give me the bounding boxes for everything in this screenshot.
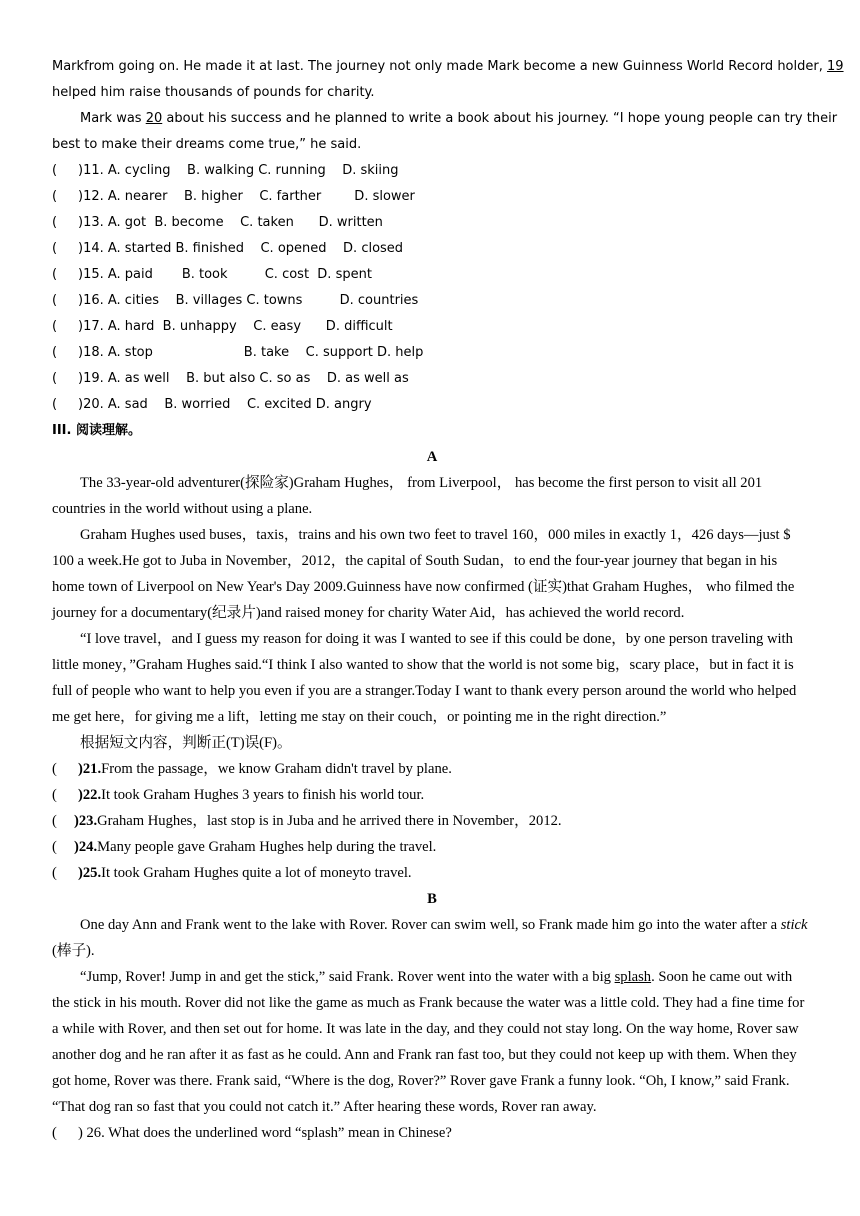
cloze-line-1 — [52, 54, 844, 80]
question-text: )16. A. cities B. villages C. towns D. countries — [78, 293, 419, 308]
passage-text: (棒子). — [52, 943, 95, 959]
question-text: It took Graham Hughes quite a lot of moneyto travel. — [101, 865, 412, 881]
cloze-line-4: best to make their dreams come true,” he said. — [52, 137, 362, 152]
passage-text: . Soon he came out with the stick in his mouth. Rover did not like the game as much as Frank because the water was a little cold. They had a fine time for a while with Rover, and then set out for home. It was late in the day, and they could not stay long. On the way home, Rover saw another dog and he ran after it as fast as he could. Ann and Frank ran fast too, but they could not keep up with them. When they got home, Rover was there. Frank said, “Where is the dog, Rover?” Rover gave Frank a funny look. “Oh, I know,” said Frank. “That dog ran so fast that you could not catch it.” After hearing these words, Rover ran away. — [52, 969, 805, 1115]
answer-bracket[interactable]: ( — [52, 163, 58, 178]
cloze-line-2: helped him raise thousands of pounds for charity. — [52, 85, 375, 100]
question-text: ) 26. What does the underlined word “splash” mean in Chinese? — [78, 1125, 452, 1141]
question-text: Many people gave Graham Hughes help during the travel. — [97, 839, 437, 855]
question-text: )17. A. hard B. unhappy C. easy D. difficult — [78, 319, 393, 334]
answer-bracket[interactable]: ( — [52, 241, 58, 256]
question-text: From the passage，we know Graham didn't travel by plane. — [101, 761, 452, 777]
passage-paragraph — [52, 912, 812, 964]
question-text: It took Graham Hughes 3 years to finish his world tour. — [101, 787, 425, 803]
mc-question — [52, 1120, 812, 1146]
question-text: )11. A. cycling B. walking C. running D. skiing — [78, 163, 399, 178]
answer-bracket[interactable]: ( — [52, 189, 58, 204]
answer-bracket[interactable]: ( — [52, 267, 58, 282]
answer-bracket[interactable]: ( — [52, 319, 58, 334]
passage-paragraph: Graham Hughes used buses，taxis，trains and his own two feet to travel 160，000 miles in exactly 1，426 days—just $ 100 a week.He got to Juba in November，2012，the capital of South Sudan，to end the four-year journey that began in his home town of Liverpool on New Year's Day 2009.Guinness have now confirmed (证实)that Graham Hughes， who filmed the journey for a documentary(纪录片)and raised money for charity Water Aid，has achieved the world record. — [52, 527, 795, 621]
question-text: )13. A. got B. become C. taken D. written — [78, 215, 383, 230]
answer-bracket[interactable]: ( — [52, 865, 57, 881]
underlined-word: splash — [614, 969, 652, 985]
blank-20: 20 — [145, 111, 163, 126]
question-text: )20. A. sad B. worried C. excited D. angry — [78, 397, 372, 412]
passage-label: A — [426, 449, 438, 465]
instruction: 根据短文内容，判断正(T)误(F)。 — [80, 735, 292, 751]
cloze-question — [52, 158, 812, 184]
answer-bracket[interactable]: ( — [52, 293, 58, 308]
answer-bracket[interactable]: ( — [52, 397, 58, 412]
cloze-question — [52, 184, 812, 210]
passage-text: One day Ann and Frank went to the lake with Rover. Rover can swim well, so Frank made him go into the water after a — [80, 917, 778, 933]
tf-question — [52, 834, 812, 860]
answer-bracket[interactable]: ( — [52, 345, 58, 360]
cloze-question — [52, 340, 812, 366]
section-heading: III. 阅读理解。 — [52, 423, 141, 438]
cloze-question — [52, 288, 812, 314]
answer-bracket[interactable]: ( — [52, 215, 58, 230]
answer-bracket[interactable]: ( — [52, 813, 57, 829]
passage-text: “Jump, Rover! Jump in and get the stick,” said Frank. Rover went into the water with a big — [80, 969, 615, 985]
tf-question — [52, 756, 812, 782]
cloze-text: about his success and he planned to write a book about — [166, 111, 531, 126]
exam-page — [52, 54, 844, 1146]
question-number: )21. — [78, 761, 102, 777]
cloze-line-3 — [52, 106, 838, 132]
question-text: )12. A. nearer B. higher C. farther D. slower — [78, 189, 415, 204]
passage-b — [52, 886, 812, 1146]
question-number: )23. — [74, 813, 98, 829]
passage-paragraph: The 33-year-old adventurer(探险家)Graham Hughes， from Liverpool， has become the first person to visit all 201 countries in the world without using a plane. — [52, 475, 763, 517]
answer-bracket[interactable]: ( — [52, 371, 58, 386]
tf-question — [52, 808, 812, 834]
question-number: )22. — [78, 787, 102, 803]
cloze-text: Markfrom going on. He made it at last. The journey not only made Mark become a new Guinness World Record holder, — [52, 59, 823, 74]
cloze-question — [52, 392, 812, 418]
question-text: )19. A. as well B. but also C. so as D. as well as — [78, 371, 409, 386]
passage-paragraph — [52, 964, 812, 1120]
cloze-passage — [52, 54, 844, 158]
cloze-question — [52, 236, 812, 262]
cloze-question — [52, 262, 812, 288]
question-number: )25. — [78, 865, 102, 881]
question-number: )24. — [74, 839, 98, 855]
italic-word: stick — [780, 917, 808, 933]
tf-question — [52, 860, 812, 886]
answer-bracket[interactable]: ( — [52, 839, 57, 855]
cloze-question — [52, 210, 812, 236]
question-text: )14. A. started B. finished C. opened D. closed — [78, 241, 404, 256]
cloze-text: his journey. “I hope young people can try their — [535, 111, 838, 126]
passage-label: B — [427, 891, 437, 907]
tf-question — [52, 782, 812, 808]
cloze-question — [52, 314, 812, 340]
cloze-question-list — [52, 158, 812, 418]
answer-bracket[interactable]: ( — [52, 1125, 57, 1141]
answer-bracket[interactable]: ( — [52, 761, 57, 777]
passage-paragraph: “I love travel，and I guess my reason for doing it was I wanted to see if this could be done，by one person traveling with little money，”Graham Hughes said.“I think I also wanted to show that the world is not some big，scary place，but in fact it is full of people who want to help you even if you are a stranger.Today I want to thank every person around the world who helped me get here，for giving me a lift，letting me stay on their couch，or pointing me in the right direction.” — [52, 631, 797, 725]
question-text: )15. A. paid B. took C. cost D. spent — [78, 267, 372, 282]
question-text: Graham Hughes，last stop is in Juba and he arrived there in November，2012. — [97, 813, 562, 829]
blank-19: 19 — [827, 59, 844, 74]
question-text: )18. A. stop B. take C. support D. help — [78, 345, 424, 360]
cloze-text: Mark was — [80, 111, 142, 126]
answer-bracket[interactable]: ( — [52, 787, 57, 803]
cloze-question — [52, 366, 812, 392]
passage-a — [52, 444, 812, 886]
